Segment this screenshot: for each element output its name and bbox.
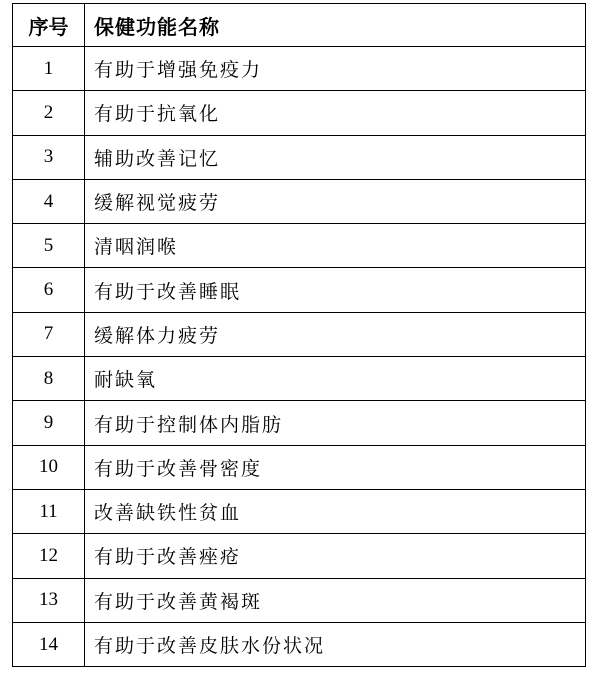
table-row <box>13 357 586 401</box>
table-row <box>13 489 586 533</box>
row-number: 4 <box>13 179 85 223</box>
table-row <box>13 445 586 489</box>
table-row <box>13 401 586 445</box>
row-number: 8 <box>13 357 85 401</box>
row-number: 3 <box>13 135 85 179</box>
row-number: 9 <box>13 401 85 445</box>
table-row <box>13 312 586 356</box>
row-function-name: 有助于改善骨密度 <box>85 445 586 489</box>
header-number: 序号 <box>13 4 85 47</box>
table-row <box>13 224 586 268</box>
table-body <box>13 47 586 667</box>
row-number: 12 <box>13 534 85 578</box>
row-function-name: 有助于抗氧化 <box>85 91 586 135</box>
table-row <box>13 135 586 179</box>
row-function-name: 有助于改善黄褐斑 <box>85 578 586 622</box>
table-row <box>13 578 586 622</box>
row-function-name: 耐缺氧 <box>85 357 586 401</box>
row-number: 1 <box>13 47 85 91</box>
row-function-name: 辅助改善记忆 <box>85 135 586 179</box>
table-row <box>13 91 586 135</box>
row-function-name: 有助于改善皮肤水份状况 <box>85 622 586 666</box>
row-number: 13 <box>13 578 85 622</box>
row-function-name: 有助于改善痤疮 <box>85 534 586 578</box>
row-number: 11 <box>13 489 85 533</box>
row-number: 6 <box>13 268 85 312</box>
table-row <box>13 268 586 312</box>
row-function-name: 缓解体力疲劳 <box>85 312 586 356</box>
row-number: 10 <box>13 445 85 489</box>
header-function-name: 保健功能名称 <box>85 4 586 47</box>
health-function-table <box>12 3 586 667</box>
row-number: 5 <box>13 224 85 268</box>
row-function-name: 缓解视觉疲劳 <box>85 179 586 223</box>
row-number: 2 <box>13 91 85 135</box>
table-row <box>13 47 586 91</box>
row-function-name: 清咽润喉 <box>85 224 586 268</box>
table-header-row <box>13 4 586 47</box>
row-function-name: 有助于控制体内脂肪 <box>85 401 586 445</box>
row-function-name: 有助于改善睡眠 <box>85 268 586 312</box>
row-function-name: 有助于增强免疫力 <box>85 47 586 91</box>
table-row <box>13 179 586 223</box>
row-number: 7 <box>13 312 85 356</box>
table-row <box>13 622 586 666</box>
row-number: 14 <box>13 622 85 666</box>
row-function-name: 改善缺铁性贫血 <box>85 489 586 533</box>
table-row <box>13 534 586 578</box>
